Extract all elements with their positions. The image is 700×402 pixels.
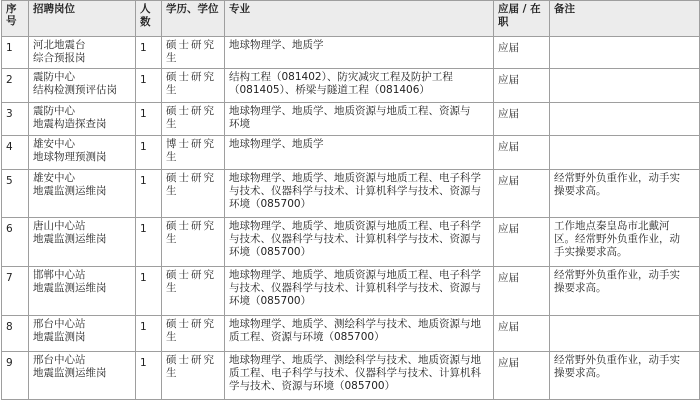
cell-grad: 应届 <box>494 136 550 170</box>
cell-edu <box>162 170 225 218</box>
spec-line: 地球物理学、地质学 <box>229 138 324 150</box>
edu-line: 硕士研究 <box>166 71 216 83</box>
note-line: 操要求高。 <box>554 185 607 197</box>
post-line: 邢台中心站 <box>33 354 86 366</box>
cell-note <box>550 136 700 170</box>
post-line: 综合预报岗 <box>33 52 86 64</box>
note-line: 操要求高。 <box>554 282 607 294</box>
cell-note <box>550 69 700 103</box>
cell-grad: 应届 <box>494 218 550 267</box>
cell-grad: 应届 <box>494 352 550 400</box>
post-line: 邢台中心站 <box>33 318 86 330</box>
spec-line: 环境 <box>229 118 250 130</box>
cell-grad: 应届 <box>494 103 550 136</box>
spec-line: 与技术、仪器科学与技术、计算机科学与技术、资源与 <box>229 185 481 197</box>
header-note: 备注 <box>550 1 700 37</box>
edu-line: 生 <box>166 233 179 245</box>
cell-edu <box>162 316 225 352</box>
cell-edu <box>162 69 225 103</box>
cell-grad: 应届 <box>494 267 550 316</box>
spec-line: 地球物理学、地质学、地质资源与地质工程、电子科学 <box>229 172 481 184</box>
header-grad-line1: 应届 / 在 <box>498 3 541 15</box>
cell-spec <box>225 69 494 103</box>
header-edu: 学历、学位 <box>162 1 225 37</box>
note-line: 区。经常野外负重作业，动 <box>554 233 680 245</box>
table-row <box>2 37 700 69</box>
edu-line: 生 <box>166 367 179 379</box>
header-count-line1: 人 <box>140 3 151 15</box>
spec-line: 地球物理学、地质学、地质资源与地质工程、电子科学 <box>229 220 481 232</box>
spec-line: 地球物理学、地质学、测绘科学与技术、地质资源与地 <box>229 318 481 330</box>
edu-line: 生 <box>166 185 179 197</box>
cell-seq: 7 <box>2 267 29 316</box>
table-row <box>2 352 700 400</box>
spec-line: 地球物理学、地质学、测绘科学与技术、地质资源与地 <box>229 354 481 366</box>
spec-line: 质工程、资源与环境（085700） <box>229 331 385 343</box>
cell-post <box>29 37 136 69</box>
cell-edu <box>162 218 225 267</box>
cell-grad: 应届 <box>494 69 550 103</box>
cell-count: 1 <box>136 136 162 170</box>
edu-line: 生 <box>166 331 179 343</box>
cell-post <box>29 69 136 103</box>
cell-post <box>29 218 136 267</box>
cell-note <box>550 218 700 267</box>
spec-line: 质工程、电子科学与技术、仪器科学与技术、计算机科 <box>229 367 481 379</box>
header-spec: 专业 <box>225 1 494 37</box>
cell-note <box>550 267 700 316</box>
note-line: 操要求高。 <box>554 367 607 379</box>
spec-line: 地球物理学、地质学、地质资源与地质工程、资源与 <box>229 105 471 117</box>
spec-line: 环境（085700） <box>229 246 312 258</box>
table-row <box>2 69 700 103</box>
post-line: 地震监测岗 <box>33 331 86 343</box>
cell-seq: 2 <box>2 69 29 103</box>
spec-line: 环境（085700） <box>229 198 312 210</box>
cell-count: 1 <box>136 37 162 69</box>
edu-line: 生 <box>166 52 179 64</box>
cell-spec <box>225 136 494 170</box>
post-line: 地震监测运维岗 <box>33 367 107 379</box>
cell-seq: 8 <box>2 316 29 352</box>
cell-count: 1 <box>136 69 162 103</box>
edu-line: 硕士研究 <box>166 220 216 232</box>
cell-grad: 应届 <box>494 170 550 218</box>
edu-line: 生 <box>166 282 179 294</box>
cell-count: 1 <box>136 218 162 267</box>
cell-count: 1 <box>136 352 162 400</box>
cell-post <box>29 136 136 170</box>
cell-post <box>29 352 136 400</box>
header-count-line2: 数 <box>140 16 151 28</box>
edu-line: 生 <box>166 151 179 163</box>
cell-count: 1 <box>136 267 162 316</box>
post-line: 震防中心 <box>33 71 75 83</box>
table-row <box>2 103 700 136</box>
header-post: 招聘岗位 <box>29 1 136 37</box>
post-line: 地震构造探查岗 <box>33 118 107 130</box>
spec-line: 地球物理学、地质学、地质资源与地质工程、电子科学 <box>229 269 481 281</box>
header-count <box>136 1 162 37</box>
note-line: 经常野外负重作业，动手实 <box>554 269 680 281</box>
table-row <box>2 316 700 352</box>
header-grad-line2: 职 <box>498 16 509 28</box>
cell-edu <box>162 267 225 316</box>
cell-spec <box>225 218 494 267</box>
post-line: 雄安中心 <box>33 172 75 184</box>
post-line: 地震监测运维岗 <box>33 233 107 245</box>
cell-edu <box>162 352 225 400</box>
post-line: 震防中心 <box>33 105 75 117</box>
edu-line: 硕士研究 <box>166 269 216 281</box>
edu-line: 硕士研究 <box>166 172 216 184</box>
post-line: 唐山中心站 <box>33 220 86 232</box>
edu-line: 生 <box>166 118 179 130</box>
header-grad <box>494 1 550 37</box>
spec-line: 与技术、仪器科学与技术、计算机科学与技术、资源与 <box>229 233 481 245</box>
cell-edu <box>162 136 225 170</box>
spec-line: （081405）、桥梁与隧道工程（081406） <box>229 84 430 96</box>
post-line: 河北地震台 <box>33 39 86 51</box>
spec-line: 学与技术、资源与环境（085700） <box>229 380 396 392</box>
note-line: 工作地点秦皇岛市北戴河 <box>554 220 670 232</box>
table-row <box>2 136 700 170</box>
edu-line: 硕士研究 <box>166 354 216 366</box>
post-line: 地震监测运维岗 <box>33 185 107 197</box>
recruitment-table <box>1 0 700 400</box>
table-row <box>2 218 700 267</box>
cell-spec <box>225 352 494 400</box>
edu-line: 生 <box>166 84 179 96</box>
cell-seq: 3 <box>2 103 29 136</box>
cell-seq: 6 <box>2 218 29 267</box>
header-seq-line1: 序 <box>6 3 17 15</box>
edu-line: 硕士研究 <box>166 105 216 117</box>
cell-seq: 1 <box>2 37 29 69</box>
cell-count: 1 <box>136 170 162 218</box>
spec-line: 地球物理学、地质学 <box>229 39 324 51</box>
cell-spec <box>225 170 494 218</box>
post-line: 雄安中心 <box>33 138 75 150</box>
cell-post <box>29 267 136 316</box>
spec-line: 环境（085700） <box>229 295 312 307</box>
cell-count: 1 <box>136 316 162 352</box>
cell-post <box>29 103 136 136</box>
post-line: 邯郸中心站 <box>33 269 86 281</box>
post-line: 地球物理预测岗 <box>33 151 107 163</box>
cell-grad: 应届 <box>494 37 550 69</box>
post-line: 地震监测运维岗 <box>33 282 107 294</box>
cell-spec <box>225 37 494 69</box>
cell-post <box>29 316 136 352</box>
edu-line: 博士研究 <box>166 138 216 150</box>
spec-line: 结构工程（081402）、防灾减灾工程及防护工程 <box>229 71 453 83</box>
note-line: 手实操要求高。 <box>554 246 628 258</box>
cell-seq: 9 <box>2 352 29 400</box>
cell-note <box>550 316 700 352</box>
table-body <box>2 37 700 400</box>
cell-post <box>29 170 136 218</box>
cell-note <box>550 352 700 400</box>
table-row <box>2 170 700 218</box>
note-line: 经常野外负重作业，动手实 <box>554 354 680 366</box>
cell-grad: 应届 <box>494 316 550 352</box>
edu-line: 硕士研究 <box>166 318 216 330</box>
header-seq-line2: 号 <box>6 15 17 27</box>
spec-line: 与技术、仪器科学与技术、计算机科学与技术、资源与 <box>229 282 481 294</box>
cell-note <box>550 37 700 69</box>
cell-note <box>550 103 700 136</box>
cell-spec <box>225 103 494 136</box>
cell-seq: 4 <box>2 136 29 170</box>
cell-note <box>550 170 700 218</box>
table-row <box>2 267 700 316</box>
cell-spec <box>225 267 494 316</box>
header-seq <box>2 1 29 37</box>
cell-spec <box>225 316 494 352</box>
cell-edu <box>162 103 225 136</box>
cell-edu <box>162 37 225 69</box>
edu-line: 硕士研究 <box>166 39 216 51</box>
header-row <box>2 1 700 37</box>
note-line: 经常野外负重作业，动手实 <box>554 172 680 184</box>
cell-count: 1 <box>136 103 162 136</box>
cell-seq: 5 <box>2 170 29 218</box>
post-line: 结构检测预评估岗 <box>33 84 117 96</box>
